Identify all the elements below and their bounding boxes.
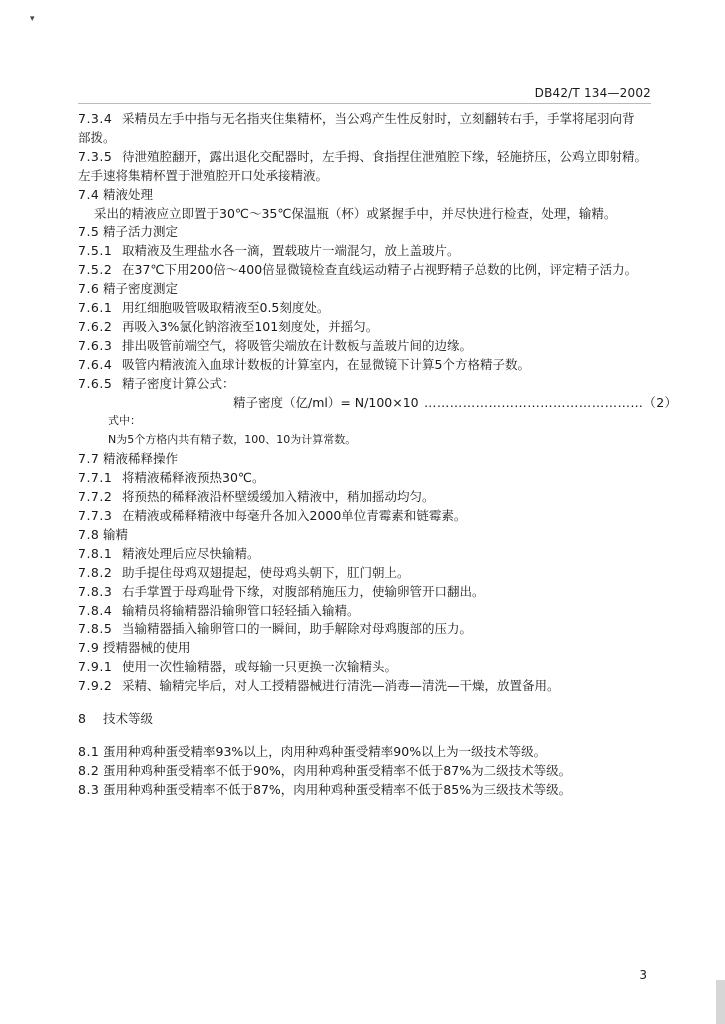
- page-number: 3: [639, 968, 647, 982]
- clause-text: 采精、输精完毕后，对人工授精器械进行清洗—消毒—清洗—干燥，放置备用。: [122, 678, 560, 694]
- clause-text: 精子密度测定: [103, 281, 179, 297]
- clause-number: 7.8.2: [78, 564, 113, 580]
- clause-text: 精液稀释操作: [103, 451, 179, 467]
- clause-number: 7.5.1: [78, 243, 113, 259]
- text-line: [78, 450, 658, 469]
- formula-note: 式中：: [108, 414, 141, 428]
- text-line: [78, 658, 658, 677]
- clause-text: 蛋用种鸡种蛋受精率93%以上，肉用种鸡种蛋受精率90%以上为一级技术等级。: [103, 743, 547, 759]
- text-line: [78, 299, 658, 318]
- clause-number: 7.8.5: [78, 621, 113, 637]
- clause-number: 7.7.1: [78, 470, 113, 486]
- clause-number: 8: [78, 711, 87, 727]
- text-line: [78, 318, 658, 337]
- clause-number: 7.7.2: [78, 489, 113, 505]
- clause-text: 精子活力测定: [103, 224, 179, 240]
- text-line: [78, 602, 658, 621]
- clause-number: 7.4: [78, 186, 100, 202]
- clause-number: 7.8.1: [78, 545, 113, 561]
- text-line: [78, 167, 658, 186]
- clause-text: 用红细胞吸管吸取精液至0.5刻度处。: [122, 300, 330, 316]
- density-formula: 精子密度（亿/ml）= N/100×10: [233, 394, 419, 410]
- clause-number: 7.6.5: [78, 375, 113, 391]
- standard-code: DB42/T 134—2002: [534, 86, 651, 100]
- clause-number: 7.5.2: [78, 262, 113, 278]
- clause-text: 采精员左手中指与无名指夹住集精杯，当公鸡产生性反射时，立刻翻转右手，手掌将尾羽向背: [122, 111, 635, 126]
- text-line: [78, 545, 658, 564]
- clause-number: 7.6.2: [78, 318, 113, 334]
- text-line: [78, 620, 658, 639]
- text-line: [78, 710, 658, 729]
- scan-edge-shadow: [716, 980, 725, 1024]
- text-line: [78, 356, 658, 375]
- continuation-text: 部拨。: [78, 129, 116, 145]
- clause-number: 7.9.1: [78, 659, 113, 675]
- clause-number: 7.7.3: [78, 508, 113, 524]
- clause-number: 8.1: [78, 743, 100, 759]
- text-line: [78, 261, 658, 280]
- clause-text: 再吸入3%氯化钠溶液至101刻度处，并摇匀。: [122, 318, 379, 334]
- clause-number: 7.8.3: [78, 583, 113, 599]
- text-line: [78, 743, 658, 762]
- text-line: [78, 469, 658, 488]
- text-line: [78, 223, 658, 242]
- text-line: [78, 507, 658, 526]
- clause-number: 7.6.1: [78, 300, 113, 316]
- text-line: [78, 129, 658, 148]
- clause-text: 将预热的稀释液沿杯壁缓缓加入精液中，稍加摇动均匀。: [122, 489, 435, 505]
- clause-text: 吸管内精液流入血球计数板的计算室内，在显微镜下计算5个方格精子数。: [122, 356, 530, 372]
- clause-number: 7.6: [78, 281, 100, 297]
- clause-number: 7.9: [78, 640, 100, 656]
- text-line: [78, 186, 658, 205]
- clause-text: 待泄殖腔翻开，露出退化交配器时，左手拇、食指捏住泄殖腔下缘，轻施挤压，公鸡立即射精。: [122, 148, 648, 164]
- clause-text: 在37℃下用200倍～400倍显微镜检查直线运动精子占视野精子总数的比例，评定精子活力。: [122, 262, 638, 278]
- clause-text: 右手掌置于母鸡耻骨下缘，对腹部稍施压力，使输卵管开口翻出。: [122, 583, 485, 599]
- clause-text: 助手提住母鸡双翅提起，使母鸡头朝下，肛门朝上。: [122, 564, 410, 580]
- clause-text: 精液处理后应尽快输精。: [122, 545, 260, 561]
- clause-text: 当输精器插入输卵管口的一瞬间，助手解除对母鸡腹部的压力。: [122, 621, 473, 637]
- text-line: [78, 375, 658, 394]
- clause-text: 取精液及生理盐水各一滴，置载玻片一端混匀，放上盖玻片。: [122, 243, 460, 259]
- text-line: [78, 583, 658, 602]
- text-line: [78, 488, 658, 507]
- document-body: [78, 110, 678, 800]
- clause-text: 精子密度计算公式：: [122, 375, 235, 391]
- clause-number: 7.5: [78, 224, 100, 240]
- formula-number: ……………………………………………（2）: [424, 394, 678, 410]
- formula-note: N为5个方格内共有精子数，100、10为计算常数。: [108, 433, 357, 447]
- text-line: [78, 762, 658, 781]
- corner-mark: ▾: [30, 14, 35, 24]
- clause-text: 授精器械的使用: [103, 640, 191, 656]
- section-gap: [78, 729, 658, 743]
- clause-number: 7.9.2: [78, 678, 113, 694]
- section-gap: [78, 696, 658, 710]
- text-line: [78, 242, 658, 261]
- clause-text: 技术等级: [103, 711, 154, 727]
- text-line: [78, 526, 658, 545]
- text-line: [78, 564, 658, 583]
- continuation-text: 左手速将集精杯置于泄殖腔开口处承接精液。: [78, 167, 329, 183]
- text-line: [78, 148, 658, 167]
- clause-text: 蛋用种鸡种蛋受精率不低于90%，肉用种鸡种蛋受精率不低于87%为二级技术等级。: [103, 762, 572, 778]
- clause-number: 7.3.4: [78, 111, 113, 126]
- text-line: [78, 412, 658, 431]
- clause-number: 8.2: [78, 762, 100, 778]
- formula-line: [78, 394, 678, 413]
- paragraph-text: 采出的精液应立即置于30℃～35℃保温瓶（杯）或紧握手中，并尽快进行检查，处理，输精。: [94, 205, 617, 221]
- text-line: [78, 205, 658, 224]
- clause-text: 输精: [103, 526, 129, 542]
- clause-text: 排出吸管前端空气，将吸管尖端放在计数板与盖玻片间的边缘。: [122, 337, 473, 353]
- header-divider: [78, 103, 651, 104]
- text-line: [78, 431, 658, 450]
- clause-number: 7.8.4: [78, 602, 113, 618]
- clause-text: 将精液稀释液预热30℃。: [122, 470, 265, 486]
- clause-number: 8.3: [78, 781, 100, 797]
- clause-text: 输精员将输精器沿输卵管口轻轻插入输精。: [122, 602, 360, 618]
- text-line: [78, 280, 658, 299]
- text-line: [78, 781, 658, 800]
- text-line: [78, 337, 658, 356]
- clause-text: 使用一次性输精器，或每输一只更换一次输精头。: [122, 659, 398, 675]
- clause-number: 7.8: [78, 526, 100, 542]
- clause-text: 在精液或稀释精液中每毫升各加入2000单位青霉素和链霉素。: [122, 508, 467, 524]
- clause-text: 蛋用种鸡种蛋受精率不低于87%，肉用种鸡种蛋受精率不低于85%为三级技术等级。: [103, 781, 572, 797]
- clause-number: 7.3.5: [78, 148, 113, 164]
- text-line: [78, 677, 658, 696]
- text-line: [78, 110, 658, 129]
- clause-number: 7.7: [78, 451, 100, 467]
- text-line: [78, 639, 658, 658]
- clause-number: 7.6.4: [78, 356, 113, 372]
- clause-text: 精液处理: [103, 186, 154, 202]
- clause-number: 7.6.3: [78, 337, 113, 353]
